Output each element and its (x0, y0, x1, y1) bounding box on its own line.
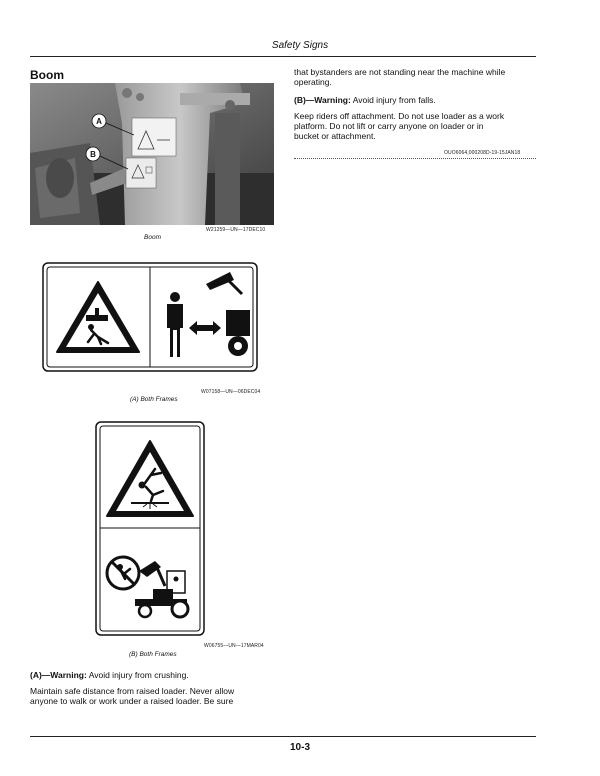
paragraph-line: platform. Do not lift or carry anyone on loader or in (294, 121, 484, 131)
fall-warning-decal (95, 421, 205, 636)
page-header-title: Safety Signs (271, 40, 329, 51)
paragraph-line: that bystanders are not standing near the machine while (294, 67, 506, 77)
paragraph-line: anyone to walk or work under a raised loader. Be sure (30, 696, 234, 706)
paragraph-line: Keep riders off attachment. Do not use loader as a work (294, 111, 505, 121)
callout-a-label: A (96, 117, 102, 126)
section-title: Boom (30, 68, 64, 82)
boom-photo (30, 83, 274, 225)
paragraph-line: operating. (294, 77, 332, 87)
paragraph-line: bucket or attachment. (294, 131, 376, 141)
photo-caption: Boom (144, 234, 161, 241)
warning-b-label: (B)—Warning: (294, 95, 351, 105)
section-end-rule (294, 158, 536, 159)
warning-a-heading (30, 670, 290, 680)
page-number: 10-3 (289, 742, 310, 753)
crush-warning-decal (42, 262, 258, 372)
warning-a-label: (A)—Warning: (30, 670, 87, 680)
callout-b-label: B (90, 150, 96, 159)
warning-b-text: Avoid injury from falls. (350, 95, 436, 105)
warning-a-paragraph (30, 686, 290, 706)
photo-code: W21259—UN—17DEC10 (206, 227, 266, 233)
paragraph-line: Maintain safe distance from raised loader. Never allow (30, 686, 235, 696)
right-column-code: OUO6064,000208D-19-15JAN18 (444, 150, 521, 156)
warning-b-paragraph (294, 111, 544, 141)
header-rule (30, 56, 536, 57)
figure-a-code: W07158—UN—06DEC04 (201, 389, 261, 395)
figure-b-code: W06755—UN—17MAR04 (204, 643, 264, 649)
figure-b-caption: (B) Both Frames (129, 651, 177, 658)
figure-a-caption: (A) Both Frames (130, 396, 178, 403)
continued-paragraph (294, 67, 544, 87)
warning-a-text: Avoid injury from crushing. (86, 670, 189, 680)
warning-b-heading (294, 95, 544, 105)
footer-rule (30, 736, 536, 737)
